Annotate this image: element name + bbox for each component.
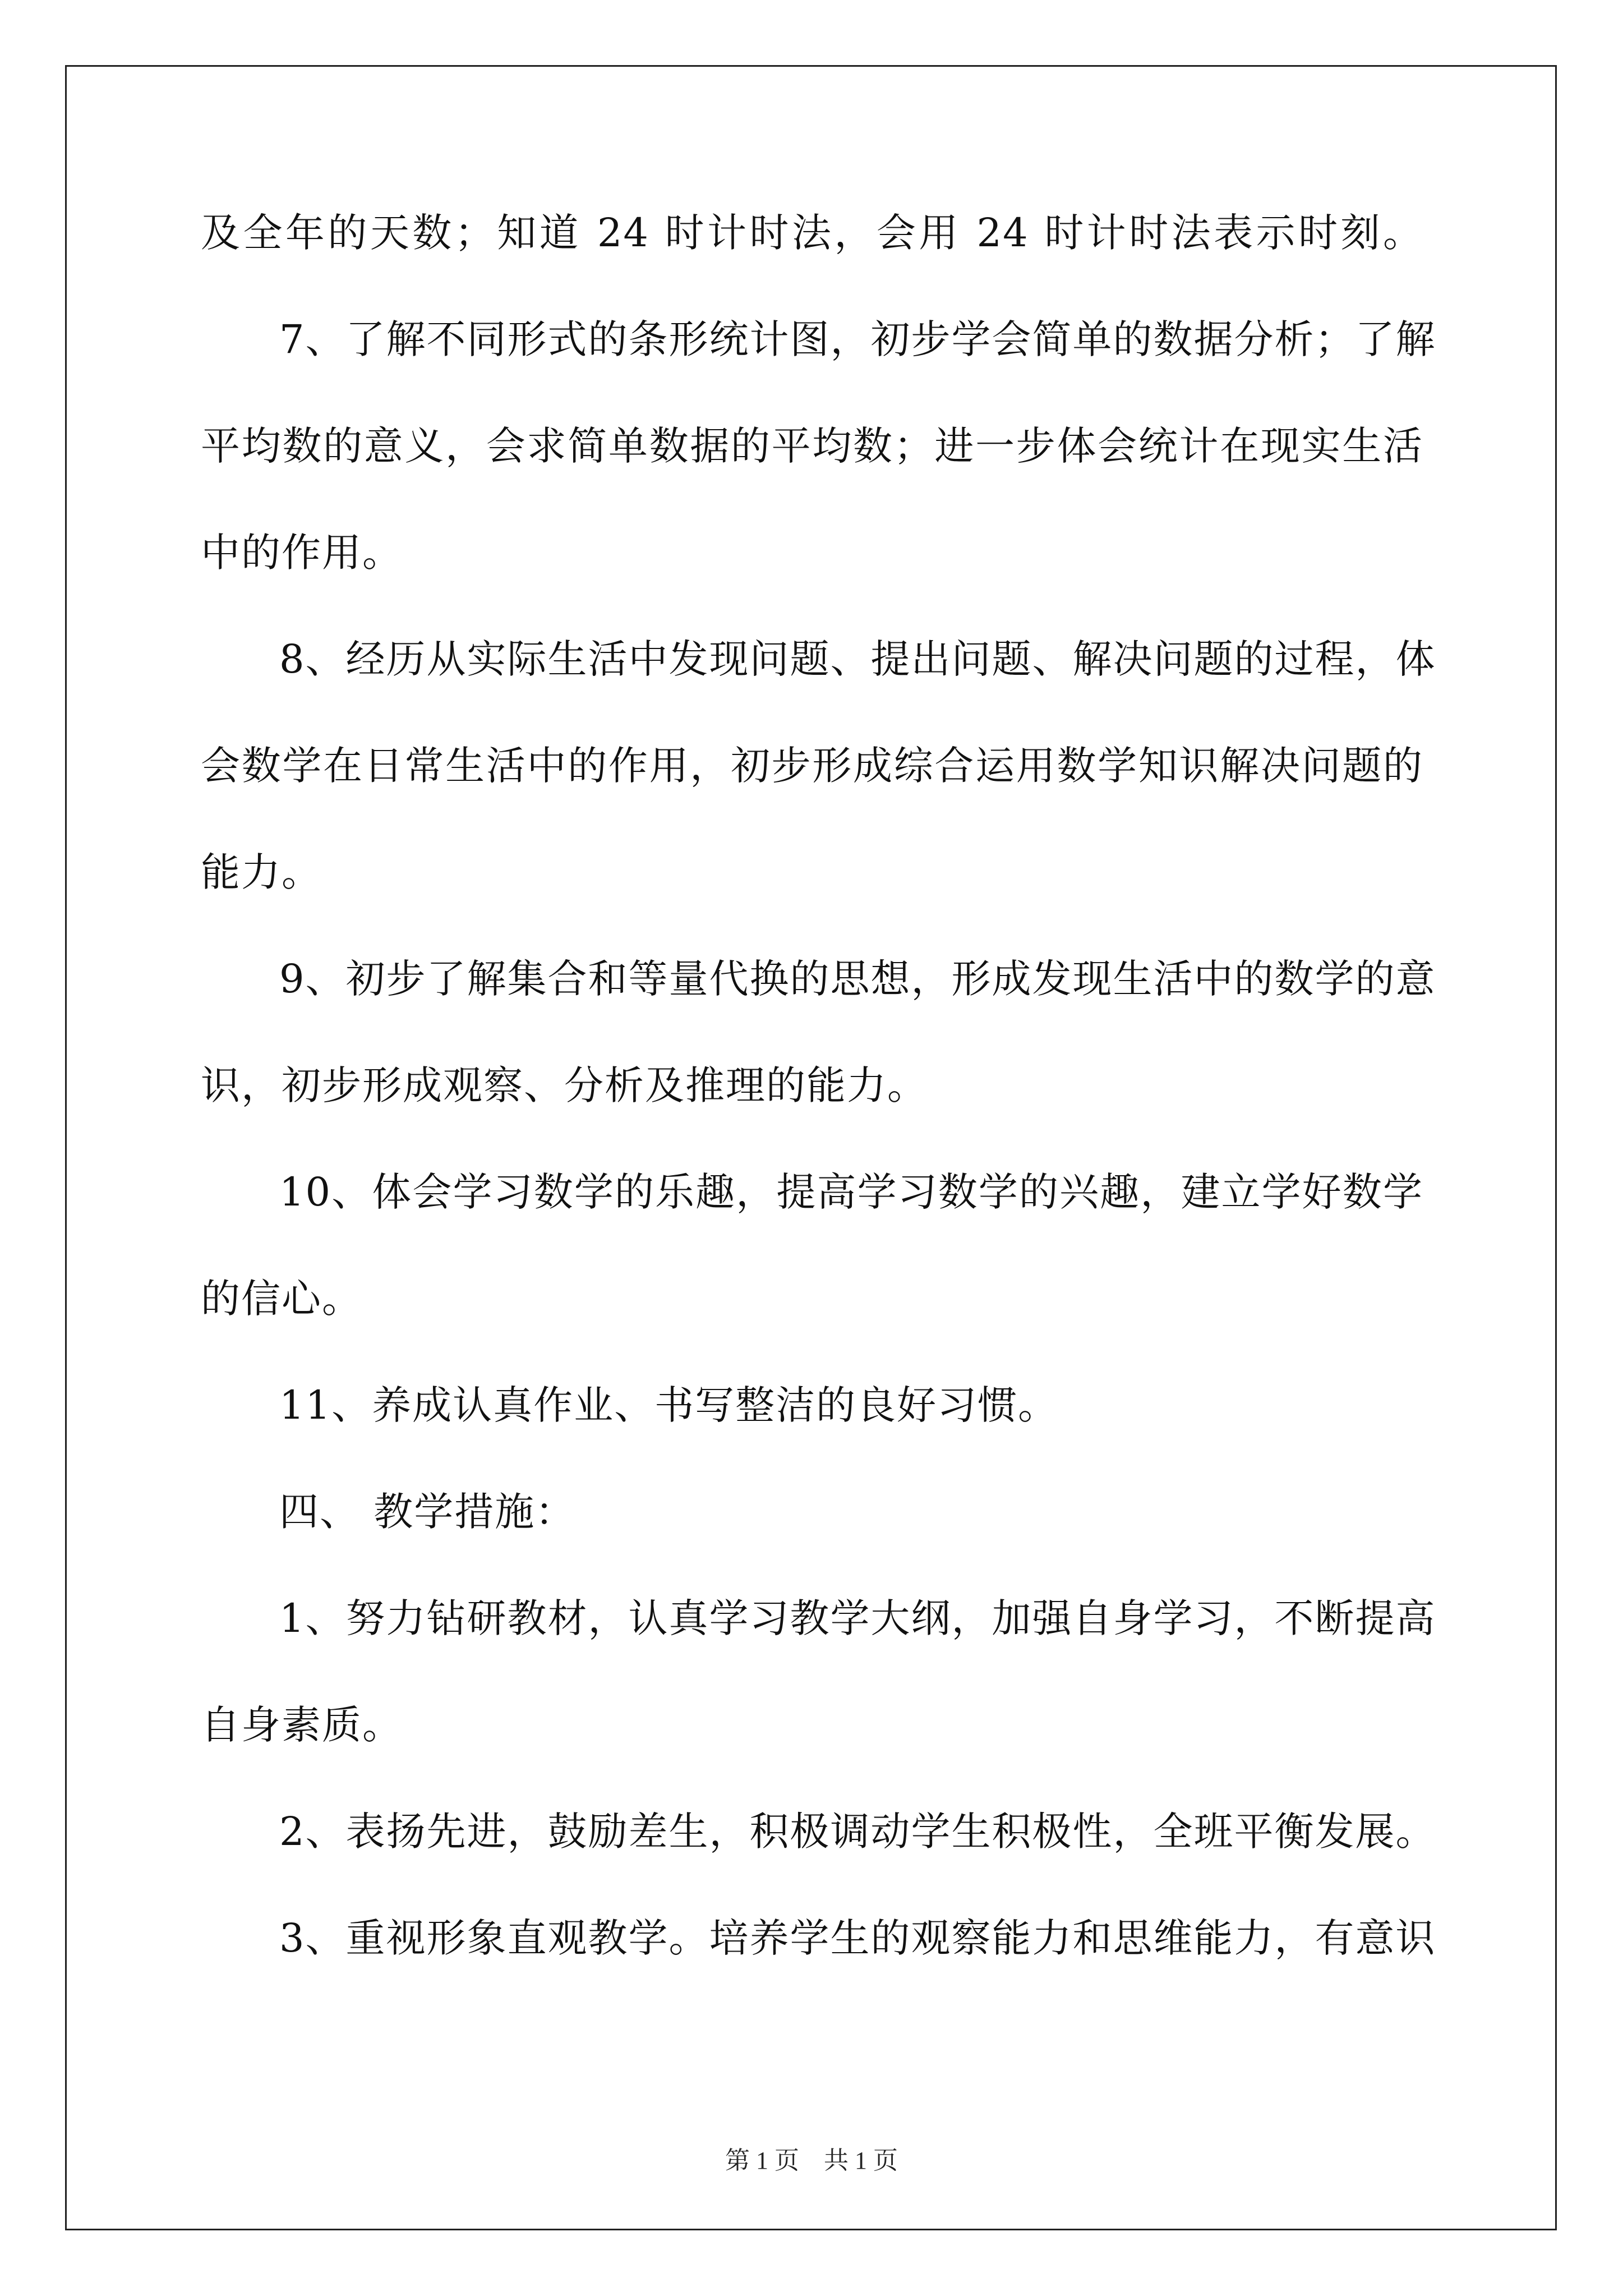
text-line: 及全年的天数；知道 24 时计时法，会用 24 时计时法表示时刻。 (201, 210, 1423, 256)
text-line: 会数学在日常生活中的作用，初步形成综合运用数学知识解决问题的 (201, 743, 1423, 789)
text-line: 10、体会学习数学的乐趣，提高学习数学的兴趣，建立学好数学 (279, 1169, 1423, 1215)
text-line: 11、养成认真作业、书写整洁的良好习惯。 (279, 1382, 1059, 1428)
page-border (65, 65, 1557, 2230)
text-line: 9、初步了解集合和等量代换的思想，形成发现生活中的数学的意 (279, 956, 1436, 1002)
text-line: 2、表扬先进，鼓励差生，积极调动学生积极性，全班平衡发展。 (279, 1809, 1436, 1855)
page-footer (0, 2144, 1623, 2178)
page-number: 第 1 页 (725, 2147, 799, 2174)
text-line: 识，初步形成观察、分析及推理的能力。 (201, 1062, 928, 1108)
text-line: 8、经历从实际生活中发现问题、提出问题、解决问题的过程，体 (279, 636, 1436, 682)
text-line: 能力。 (201, 849, 322, 895)
text-line: 的信心。 (201, 1276, 362, 1322)
text-line: 1、努力钻研教材，认真学习教学大纲，加强自身学习，不断提高 (279, 1595, 1436, 1641)
text-line: 3、重视形象直观教学。培养学生的观察能力和思维能力，有意识 (279, 1915, 1436, 1961)
text-line: 平均数的意义，会求简单数据的平均数；进一步体会统计在现实生活 (201, 423, 1423, 469)
section-heading: 四、 教学措施： (279, 1489, 576, 1535)
text-line: 中的作用。 (201, 530, 403, 576)
text-line: 7、了解不同形式的条形统计图，初步学会简单的数据分析；了解 (279, 316, 1436, 362)
text-line: 自身素质。 (201, 1702, 403, 1748)
page-total: 共 1 页 (824, 2147, 898, 2174)
